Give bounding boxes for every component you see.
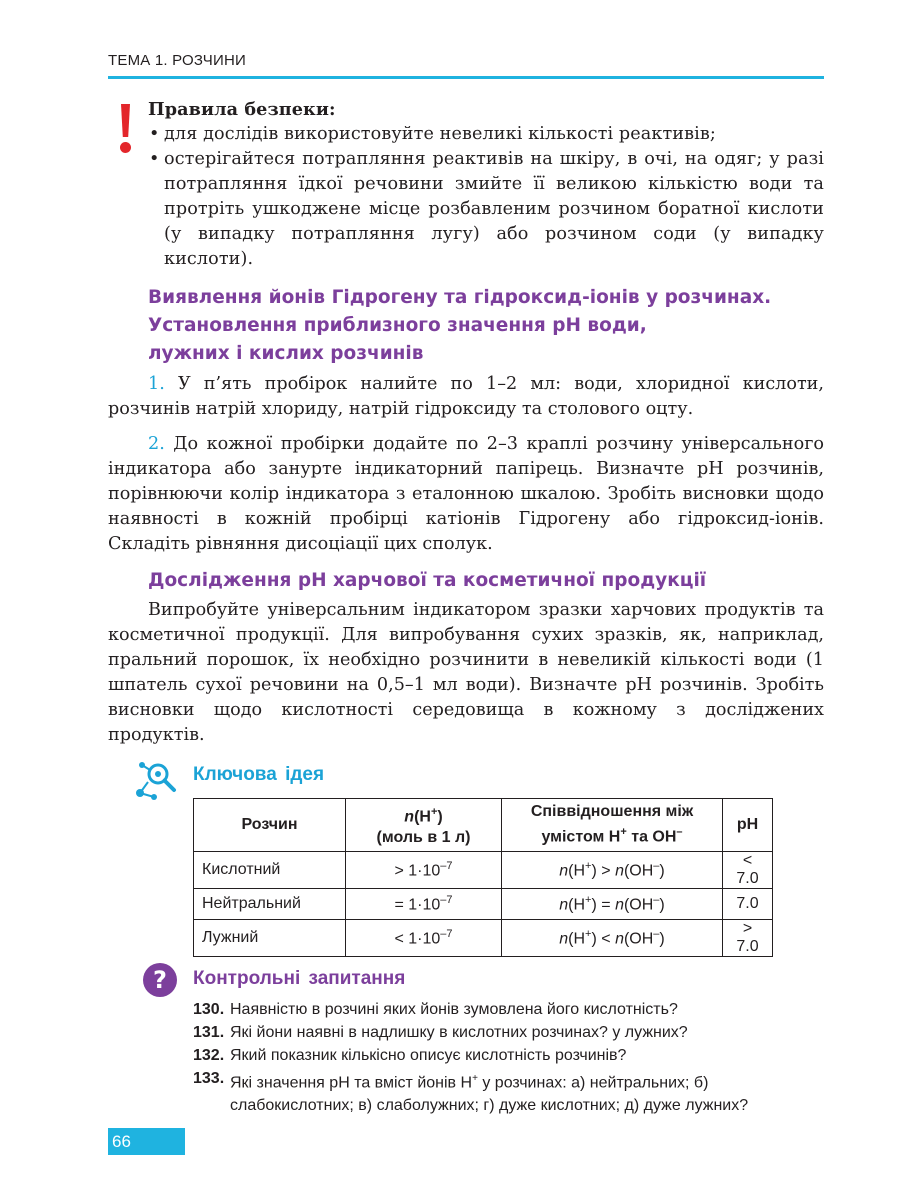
safety-item: • остерігайтеся потрапляння реактивів на шкіру, в очі, на одяг; у разі потрапляння їдкої речовини змийте її великою кількістю води та протріть ушкоджене місце розбавленим розчином боратної кислоти (у випадку потрапляння лугу) або розчином соди (у випадку кислоти). (149, 149, 824, 269)
section-heading-products: Дослідження pH харчової та косметичної продукції (148, 570, 707, 591)
step-2: 2. До кожної пробірки додайте по 2–3 краплі розчину універсального індикатора або занурте індикаторний папірець. Визначте pH розчинів, порівнюючи колір індикатора з еталонною шкалою. Зробіть висновки щодо наявності в кожній пробірці катіонів Гідрогену або гідроксид-іонів. Складіть рівняння дисоціації цих сполук. (108, 434, 825, 554)
question-item: 132. Який показник кількісно описує кислотність розчинів? (193, 1047, 627, 1064)
exclamation-icon (117, 100, 137, 170)
safety-title: Правила безпеки: (148, 99, 336, 120)
question-icon (142, 962, 178, 998)
question-item: 130. Наявністю в розчині яких йонів зумовлена його кислотність? (193, 1001, 678, 1018)
svg-text:?: ? (153, 966, 167, 994)
table-row: Кислотний > $1\cdot 10^{-7}$ n(H+) > n(OH–) < 7.0 (194, 852, 773, 889)
table-header-row (194, 799, 773, 852)
header-solution: Розчин (194, 799, 346, 852)
section-heading-ph-ions: Виявлення йонів Гідрогену та гідроксид-іонів у розчинах. Установлення приблизного значення pH води, лужних і кислих розчинів (148, 287, 772, 364)
question-item: 131. Які йони наявні в надлишку в кислотних розчинах? у лужних? (193, 1024, 688, 1041)
table-row: Лужний < $1\cdot 10^{-7}$ n(H+) < n(OH–) > 7.0 (194, 920, 773, 957)
safety-rules (148, 97, 824, 272)
question-item: 133. Які значення pH та вміст йонів H+ у розчинах: а) нейтральних; б) слабокислотних; в) слаболужних; г) дуже кислотних; д) дуже лужних? (193, 1070, 749, 1115)
step-number: 1. (148, 374, 165, 394)
step-1: 1. У п’ять пробірок налийте по 1–2 мл: води, хлоридної кислоти, розчинів натрій хлориду, натрій гідроксиду та столового оцту. (108, 374, 825, 419)
page-number: 66 (108, 1128, 185, 1155)
header-ph: pH (723, 799, 773, 852)
header-rule (108, 76, 824, 79)
products-paragraph: Випробуйте універсальним індикатором зразки харчових продуктів та косметичної продукції. Для випробування сухих зразків, як, наприклад, пральний порошок, їх необхідно розчинити в невеликій кількості води (1 шпатель сухої речовини на 0,5–1 мл води). Визначте pH розчинів. Зробіть висновки щодо кислотності середовища в кожному з досліджених продуктів. (108, 600, 824, 745)
questions-title: Контрольні запитання (193, 968, 406, 989)
bullet-icon: • (149, 124, 160, 144)
key-idea-table (193, 798, 773, 957)
key-idea-icon (134, 760, 178, 802)
safety-item: • для дослідів використовуйте невеликі кількості реактивів; (148, 122, 824, 147)
bullet-icon: • (149, 149, 160, 169)
header-ratio: Співвідношення між умістом H+ та OH– (502, 799, 723, 852)
questions-list (193, 998, 833, 1117)
header-concentration: n(H+) (моль в 1 л) (346, 799, 502, 852)
step-number: 2. (148, 434, 165, 454)
key-idea-title: Ключова ідея (193, 764, 325, 785)
table-row: Нейтральний = $1\cdot 10^{-7}$ n(H+) = n(OH–) 7.0 (194, 889, 773, 920)
running-header: ТЕМА 1. РОЗЧИНИ (108, 52, 246, 69)
